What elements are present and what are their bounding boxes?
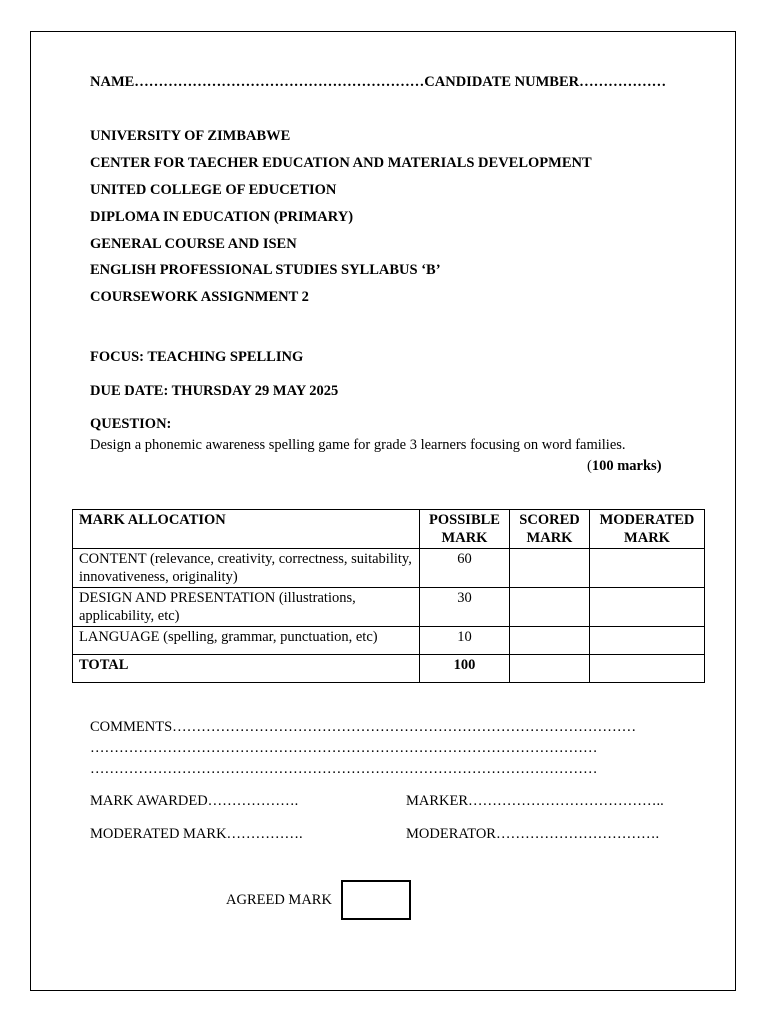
row-scored-content[interactable] <box>510 549 590 588</box>
due-date-line: DUE DATE: THURSDAY 29 MAY 2025 <box>90 383 339 399</box>
question-marks-value: 100 marks) <box>591 458 662 474</box>
question-heading: QUESTION: <box>90 416 172 432</box>
comments-line-2[interactable]: …………………………………………………………………………………………… <box>90 740 598 756</box>
table-row <box>73 627 705 655</box>
header-mark-allocation: MARK ALLOCATION <box>73 510 420 549</box>
question-text: Design a phonemic awareness spelling game for grade 3 learners focusing on word families. <box>90 437 626 453</box>
institution-line-4: DIPLOMA IN EDUCATION (PRIMARY) <box>90 209 354 225</box>
row-label-language: LANGUAGE (spelling, grammar, punctuation, etc) <box>73 627 420 655</box>
name-candidate-line: NAME……………………………………………………CANDIDATE NUMBER……………… <box>90 74 667 90</box>
row-scored-language[interactable] <box>510 627 590 655</box>
agreed-mark-label: AGREED MARK <box>226 892 332 908</box>
header-moderated-mark <box>590 510 705 549</box>
mark-awarded-field[interactable]: MARK AWARDED………………. <box>90 793 299 809</box>
focus-line: FOCUS: TEACHING SPELLING <box>90 349 304 365</box>
row-moderated-content[interactable] <box>590 549 705 588</box>
table-total-row <box>73 655 705 683</box>
row-possible-language: 10 <box>420 627 510 655</box>
header-scored-1: SCORED <box>519 512 580 528</box>
comments-line-1[interactable]: COMMENTS…………………………………………………………………………………… <box>90 719 637 735</box>
row-label-design: DESIGN AND PRESENTATION (illustrations, applicability, etc) <box>73 588 420 627</box>
comments-line-3[interactable]: …………………………………………………………………………………………… <box>90 761 598 777</box>
header-moderated-1: MODERATED <box>599 512 695 528</box>
institution-line-2: CENTER FOR TAECHER EDUCATION AND MATERIALS DEVELOPMENT <box>90 155 592 171</box>
header-moderated-2: MARK <box>624 530 670 546</box>
marker-field[interactable]: MARKER………………………………….. <box>406 793 664 809</box>
header-scored-mark <box>510 510 590 549</box>
mark-allocation-table <box>72 509 705 683</box>
row-moderated-design[interactable] <box>590 588 705 627</box>
question-marks <box>587 458 662 475</box>
header-possible-2: MARK <box>441 530 488 546</box>
institution-line-3: UNITED COLLEGE OF EDUCETION <box>90 182 337 198</box>
header-possible-mark <box>420 510 510 549</box>
total-moderated[interactable] <box>590 655 705 683</box>
institution-line-6: ENGLISH PROFESSIONAL STUDIES SYLLABUS ‘B’ <box>90 262 441 278</box>
row-label-content: CONTENT (relevance, creativity, correctness, suitability, innovativeness, originality) <box>73 549 420 588</box>
row-scored-design[interactable] <box>510 588 590 627</box>
total-label: TOTAL <box>73 655 420 683</box>
table-header-row <box>73 510 705 549</box>
header-scored-2: MARK <box>526 530 573 546</box>
total-scored[interactable] <box>510 655 590 683</box>
table-row <box>73 588 705 627</box>
question-marks-open: ( <box>587 458 592 474</box>
moderator-field[interactable]: MODERATOR……………………………. <box>406 826 660 842</box>
moderated-mark-field[interactable]: MODERATED MARK……………. <box>90 826 303 842</box>
agreed-mark-box[interactable] <box>341 880 411 920</box>
institution-line-1: UNIVERSITY OF ZIMBABWE <box>90 128 291 144</box>
total-possible: 100 <box>420 655 510 683</box>
row-possible-design: 30 <box>420 588 510 627</box>
institution-line-7: COURSEWORK ASSIGNMENT 2 <box>90 289 309 305</box>
row-moderated-language[interactable] <box>590 627 705 655</box>
header-possible-1: POSSIBLE <box>429 512 500 528</box>
institution-line-5: GENERAL COURSE AND ISEN <box>90 236 297 252</box>
row-possible-content: 60 <box>420 549 510 588</box>
table-row <box>73 549 705 588</box>
